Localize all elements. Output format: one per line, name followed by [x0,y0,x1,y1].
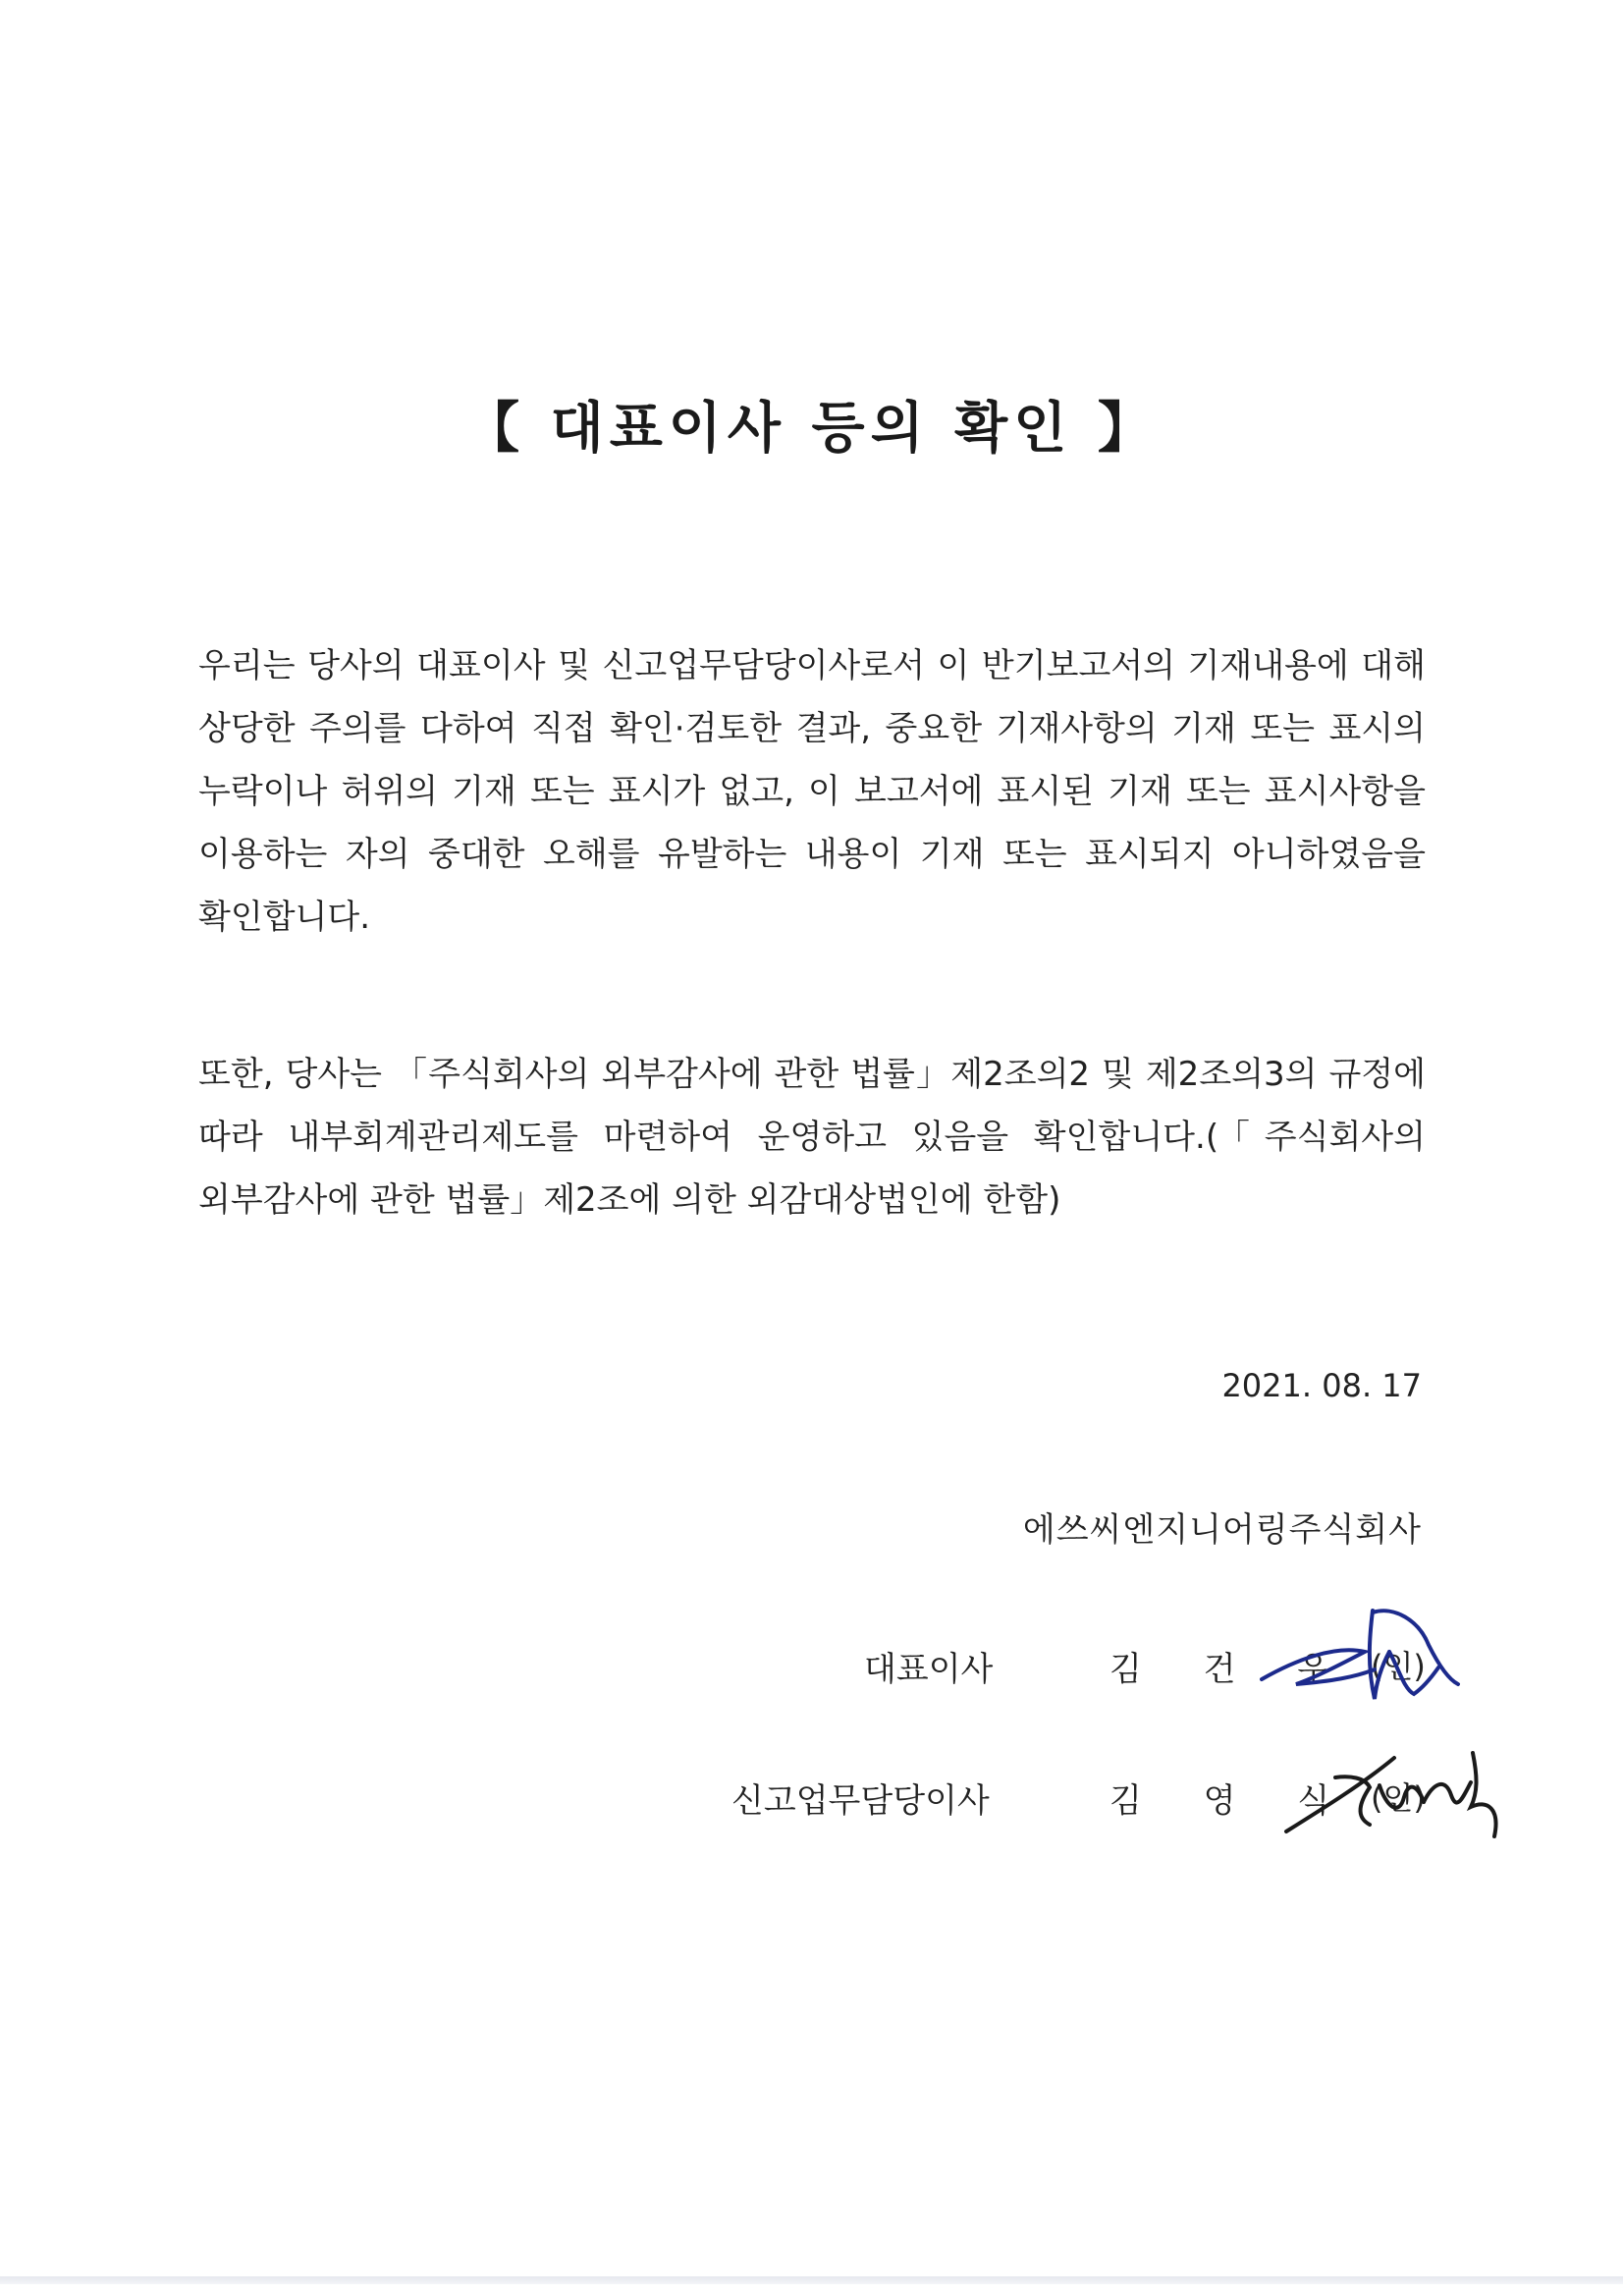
ceo-signature [1257,1591,1473,1719]
ceo-role-label: 대표이사 [864,1650,994,1689]
ceo-seal-label: (인) [1371,1648,1426,1685]
cfo-seal-label: (인) [1371,1779,1426,1817]
document-date: 2021. 08. 17 [1221,1367,1422,1404]
internal-control-paragraph: 또한, 당사는 「주식회사의 외부감사에 관한 법률」제2조의2 및 제2조의3의 규정에 따라 내부회계관리제도를 마련하여 운영하고 있음을 확인합니다.(「주식회사의 외부감사에 관한 법률」제2조에 의한 외감대상법인에 한함) [198,1055,1426,1220]
cfo-role-label: 신고업무담당이사 [731,1781,990,1821]
document-title: 【 대표이사 등의 확인 】 [464,397,1159,461]
cfo-name: 김 영 식 [1109,1781,1356,1821]
ceo-name: 김 건 우 [1109,1650,1356,1689]
cfo-signature [1276,1738,1522,1846]
confirmation-paragraph: 우리는 당사의 대표이사 및 신고업무담당이사로서 이 반기보고서의 기재내용에 대해 상당한 주의를 다하여 직접 확인·검토한 결과, 중요한 기재사항의 기재 또는 표시의 누락이나 허위의 기재 또는 표시가 없고, 이 보고서에 표시된 기재 또는 표시사항을 이용하는 자의 중대한 오해를 유발하는 내용이 기재 또는 표시되지 아니하였음을 확인합니다. [198,646,1426,937]
company-name: 에쓰씨엔지니어링주식회사 [1022,1510,1422,1550]
scan-bottom-edge [0,2276,1623,2284]
